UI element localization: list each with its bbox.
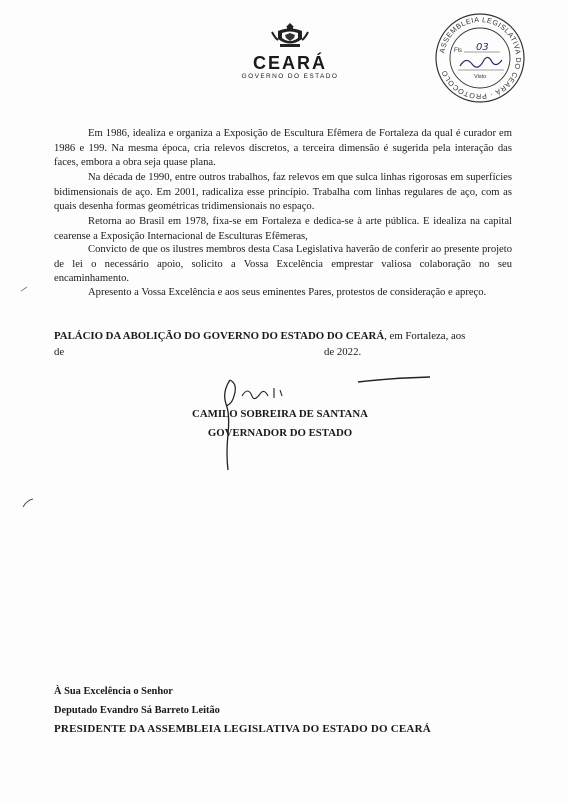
paragraph-2: Na década de 1990, entre outros trabalhos, faz relevos em que sulca linhas rigorosas em superfícies bidimensionais de aço. Em 2001, radicaliza esse princípio. Trabalha com linhas regulares de aço, com as quais desenha formas geométricas tridimensionais no espaço. — [54, 172, 512, 213]
closing-place-rest: , em Fortaleza, aos — [384, 330, 466, 342]
margin-mark-small — [20, 286, 28, 292]
stamp-ring-text: ASSEMBLEIA LEGISLATIVA DO CEARÁ · PROTOCOLO — [437, 14, 524, 102]
addressee-name: Deputado Evandro Sá Barreto Leitão — [54, 705, 220, 716]
stamp-initials-scribble — [460, 57, 502, 67]
signer-name: CAMILO SOBREIRA DE SANTANA — [192, 408, 368, 420]
margin-mark — [22, 498, 34, 508]
addressee-block — [54, 682, 431, 739]
stamp-visto-label: Visto — [474, 74, 487, 80]
paragraph-4: Convicto de que os ilustres membros desta Casa Legislativa haverão de conferir ao presente projeto de lei o necessário apoio, solicito a Vossa Excelência emprestar valiosa colaboração no seu encaminhamento. — [54, 244, 512, 285]
brand-subtitle: GOVERNO DO ESTADO — [241, 73, 339, 80]
letterhead — [220, 22, 360, 80]
state-crest-icon — [268, 22, 312, 48]
stamp-folio-value: 03 — [476, 42, 489, 53]
closing-place: PALÁCIO DA ABOLIÇÃO DO GOVERNO DO ESTADO DO CEARÁ — [54, 330, 385, 342]
protocol-stamp — [434, 12, 526, 104]
closing-line — [54, 328, 512, 344]
brand-title: CEARÁ — [252, 53, 327, 73]
signer-title: GOVERNADOR DO ESTADO — [207, 427, 353, 439]
addressee-title: PRESIDENTE DA ASSEMBLEIA LEGISLATIVA DO ESTADO DO CEARÁ — [54, 723, 431, 735]
paragraph-1: Em 1986, idealiza e organiza a Exposição de Escultura Efêmera de Fortaleza da qual é curador em 1986 e 199. Na mesma época, cria relevos discretos, a terceira dimensão é sugerida pela interação das faces, embora a obra seja quase plana. — [54, 128, 512, 169]
closing-date-year: de 2022. — [324, 346, 362, 358]
stamp-folio-label: Fls — [454, 48, 462, 54]
closing-date-de: de — [54, 346, 65, 358]
paragraph-3: Retorna ao Brasil em 1978, fixa-se em Fortaleza e dedica-se à arte pública. E idealiza na capital cearense a Exposição Internacional de Esculturas Efêmeras, — [54, 216, 512, 242]
signer-block — [190, 405, 370, 443]
paragraph-5: Apresento a Vossa Excelência e aos seus eminentes Pares, protestos de consideração e apreço. — [88, 287, 487, 298]
addressee-salutation: À Sua Excelência o Senhor — [54, 686, 173, 697]
